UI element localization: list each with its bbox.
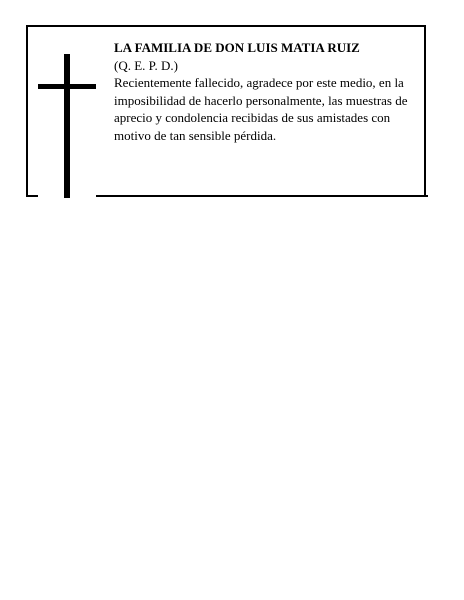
obituary-notice-text [114, 39, 424, 144]
frame-bottom-border-right [96, 195, 428, 197]
notice-body: Recientemente fallecido, agradece por este medio, en la imposibilidad de hacerlo personalmente, las muestras de aprecio y condolencia recibidas de sus amistades con motivo de tan sensible pérdida. [114, 75, 408, 143]
frame-bottom-border-left [26, 195, 38, 197]
notice-title: LA FAMILIA DE DON LUIS MATIA RUIZ [114, 40, 360, 55]
notice-subtitle: (Q. E. P. D.) [114, 57, 178, 73]
cross-horizontal-bar [38, 84, 96, 89]
cross-vertical-bar [64, 54, 70, 198]
